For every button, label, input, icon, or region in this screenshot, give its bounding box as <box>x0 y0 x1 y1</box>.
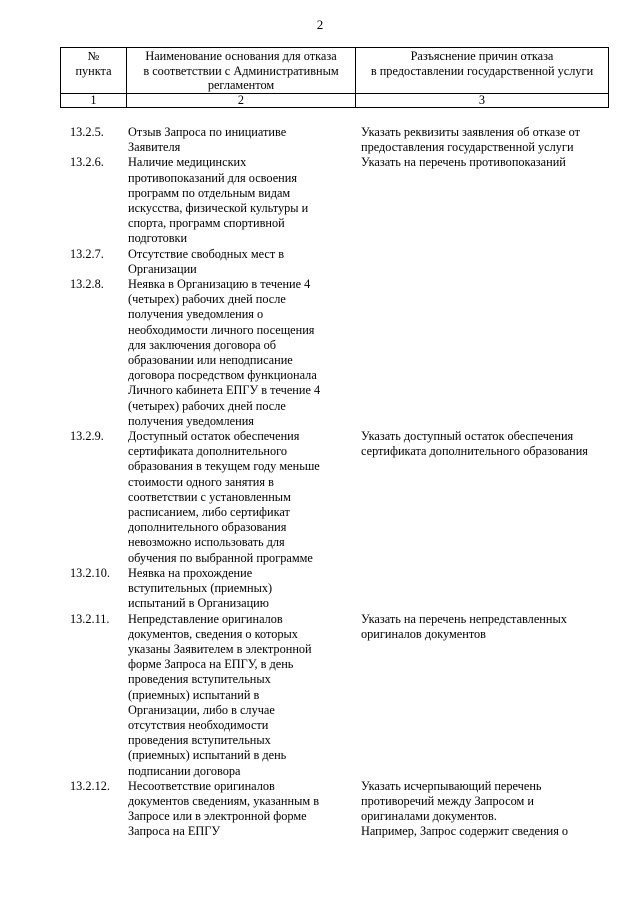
reason-line: Организации <box>128 261 197 276</box>
reason-line: отсутствия необходимости <box>128 717 269 732</box>
reason-line: сертификата дополнительного <box>128 444 288 459</box>
header-col-number <box>61 48 127 94</box>
reason-line: образования в текущем году меньше <box>128 459 320 474</box>
item-number: 13.2.8. <box>70 277 104 292</box>
table-body <box>60 125 608 840</box>
reason-line: Запросе или в электронной форме <box>128 809 307 824</box>
item-number: 13.2.7. <box>70 246 104 261</box>
reason-line: Отсутствие свободных мест в <box>128 246 285 261</box>
table-row <box>60 612 608 779</box>
item-number: 13.2.9. <box>70 429 104 444</box>
refusal-reason <box>126 125 355 155</box>
reason-line: программ по отдельным видам <box>128 185 291 200</box>
reason-line: подписании договора <box>128 763 241 778</box>
reason-line: подготовки <box>128 231 188 246</box>
refusal-explanation <box>355 277 608 429</box>
explanation-line: сертификата дополнительного образования <box>361 444 588 459</box>
reason-line: проведения вступительных <box>128 733 271 748</box>
reason-line: искусства, физической культуры и <box>128 201 309 216</box>
reason-line: получения уведомления <box>128 413 254 428</box>
reason-line: указаны Заявителем в электронной <box>128 641 312 656</box>
table-row <box>60 429 608 566</box>
table-header <box>60 47 609 108</box>
item-number: 13.2.12. <box>70 778 110 793</box>
reason-line: документов, сведения о которых <box>128 626 298 641</box>
refusal-explanation <box>355 125 608 155</box>
reason-line: документов сведениям, указанным в <box>128 793 319 808</box>
column-number-1: 1 <box>61 93 127 107</box>
reason-line: Отзыв Запроса по инициативе <box>128 125 287 139</box>
refusal-reason <box>126 247 355 277</box>
refusal-explanation <box>355 247 608 277</box>
refusal-explanation <box>355 779 608 840</box>
item-number: 13.2.10. <box>70 565 110 580</box>
reason-line: Несоответствие оригиналов <box>128 778 275 793</box>
table-row <box>60 155 608 246</box>
header-line: пункта <box>75 63 112 78</box>
header-line: в соответствии с Административным <box>143 63 339 78</box>
reason-line: дополнительного образования <box>128 520 287 535</box>
refusal-reason <box>126 277 355 429</box>
reason-line: необходимости личного посещения <box>128 322 315 337</box>
reason-line: стоимости одного занятия в <box>128 474 274 489</box>
reason-line: Организации, либо в случае <box>128 702 275 717</box>
header-line: Наименование основания для отказа <box>145 49 337 63</box>
refusal-reason <box>126 155 355 246</box>
reason-line: соответствии с установленным <box>128 489 291 504</box>
explanation-line: Указать на перечень противопоказаний <box>361 155 566 170</box>
reason-line: Личного кабинета ЕПГУ в течение 4 <box>128 383 321 398</box>
reason-line: договора посредством функционала <box>128 368 317 383</box>
reason-line: обучения по выбранной программе <box>128 550 313 565</box>
reason-line: испытаний в Организацию <box>128 596 269 611</box>
reason-line: спорта, программ спортивной <box>128 216 285 231</box>
header-line: регламентом <box>207 78 275 92</box>
reason-line: Заявителя <box>128 140 181 155</box>
reason-line: Непредставление оригиналов <box>128 611 283 626</box>
reason-line: противопоказаний для освоения <box>128 170 297 185</box>
header-line: в предоставлении государственной услуги <box>370 63 594 78</box>
reason-line: невозможно использовать для <box>128 535 285 550</box>
reason-line: (четырех) рабочих дней после <box>128 398 286 413</box>
header-line: № <box>87 49 100 63</box>
reason-line: проведения вступительных <box>128 672 271 687</box>
column-number-3: 3 <box>356 93 609 107</box>
header-col-explanation <box>356 48 609 94</box>
explanation-line: оригиналами документов. <box>361 809 497 824</box>
reason-line: вступительных (приемных) <box>128 581 273 596</box>
refusal-reason <box>126 779 355 840</box>
table-row <box>60 277 608 429</box>
table-row <box>60 779 608 840</box>
reason-line: образовании или неподписание <box>128 353 293 368</box>
explanation-line: Указать исчерпывающий перечень <box>361 778 542 793</box>
reason-line: Неявка на прохождение <box>128 565 253 580</box>
reason-line: для заключения договора об <box>128 337 277 352</box>
explanation-line: Например, Запрос содержит сведения о <box>361 824 569 839</box>
table-row <box>60 247 608 277</box>
refusal-explanation <box>355 429 608 566</box>
reason-line: форме Запроса на ЕПГУ, в день <box>128 657 294 672</box>
header-line: Разъяснение причин отказа <box>410 49 554 63</box>
reason-line: расписанием, либо сертификат <box>128 505 290 520</box>
reason-line: Неявка в Организацию в течение 4 <box>128 277 311 292</box>
refusal-explanation <box>355 612 608 779</box>
item-number: 13.2.11. <box>70 611 110 626</box>
explanation-line: противоречий между Запросом и <box>361 793 534 808</box>
reason-line: Запроса на ЕПГУ <box>128 824 221 839</box>
explanation-line: Указать доступный остаток обеспечения <box>361 429 574 444</box>
table-row <box>60 125 608 155</box>
explanation-line: Указать на перечень непредставленных <box>361 611 567 626</box>
item-number: 13.2.5. <box>70 125 104 139</box>
reason-line: Наличие медицинских <box>128 155 247 170</box>
refusal-explanation <box>355 155 608 246</box>
item-number: 13.2.6. <box>70 155 104 170</box>
reason-line: (четырех) рабочих дней после <box>128 292 286 307</box>
explanation-line: предоставления государственной услуги <box>361 140 574 155</box>
table-row <box>60 566 608 612</box>
refusal-reason <box>126 566 355 612</box>
explanation-line: Указать реквизиты заявления об отказе от <box>361 125 580 139</box>
reason-line: (приемных) испытаний в день <box>128 748 287 763</box>
header-col-reason <box>127 48 356 94</box>
refusal-explanation <box>355 566 608 612</box>
refusal-reason <box>126 429 355 566</box>
reason-line: (приемных) испытаний в <box>128 687 260 702</box>
page-number: 2 <box>316 17 324 32</box>
reason-line: получения уведомления о <box>128 307 264 322</box>
column-number-2: 2 <box>127 93 356 107</box>
explanation-line: оригиналов документов <box>361 626 486 641</box>
refusal-reason <box>126 612 355 779</box>
reason-line: Доступный остаток обеспечения <box>128 429 300 444</box>
